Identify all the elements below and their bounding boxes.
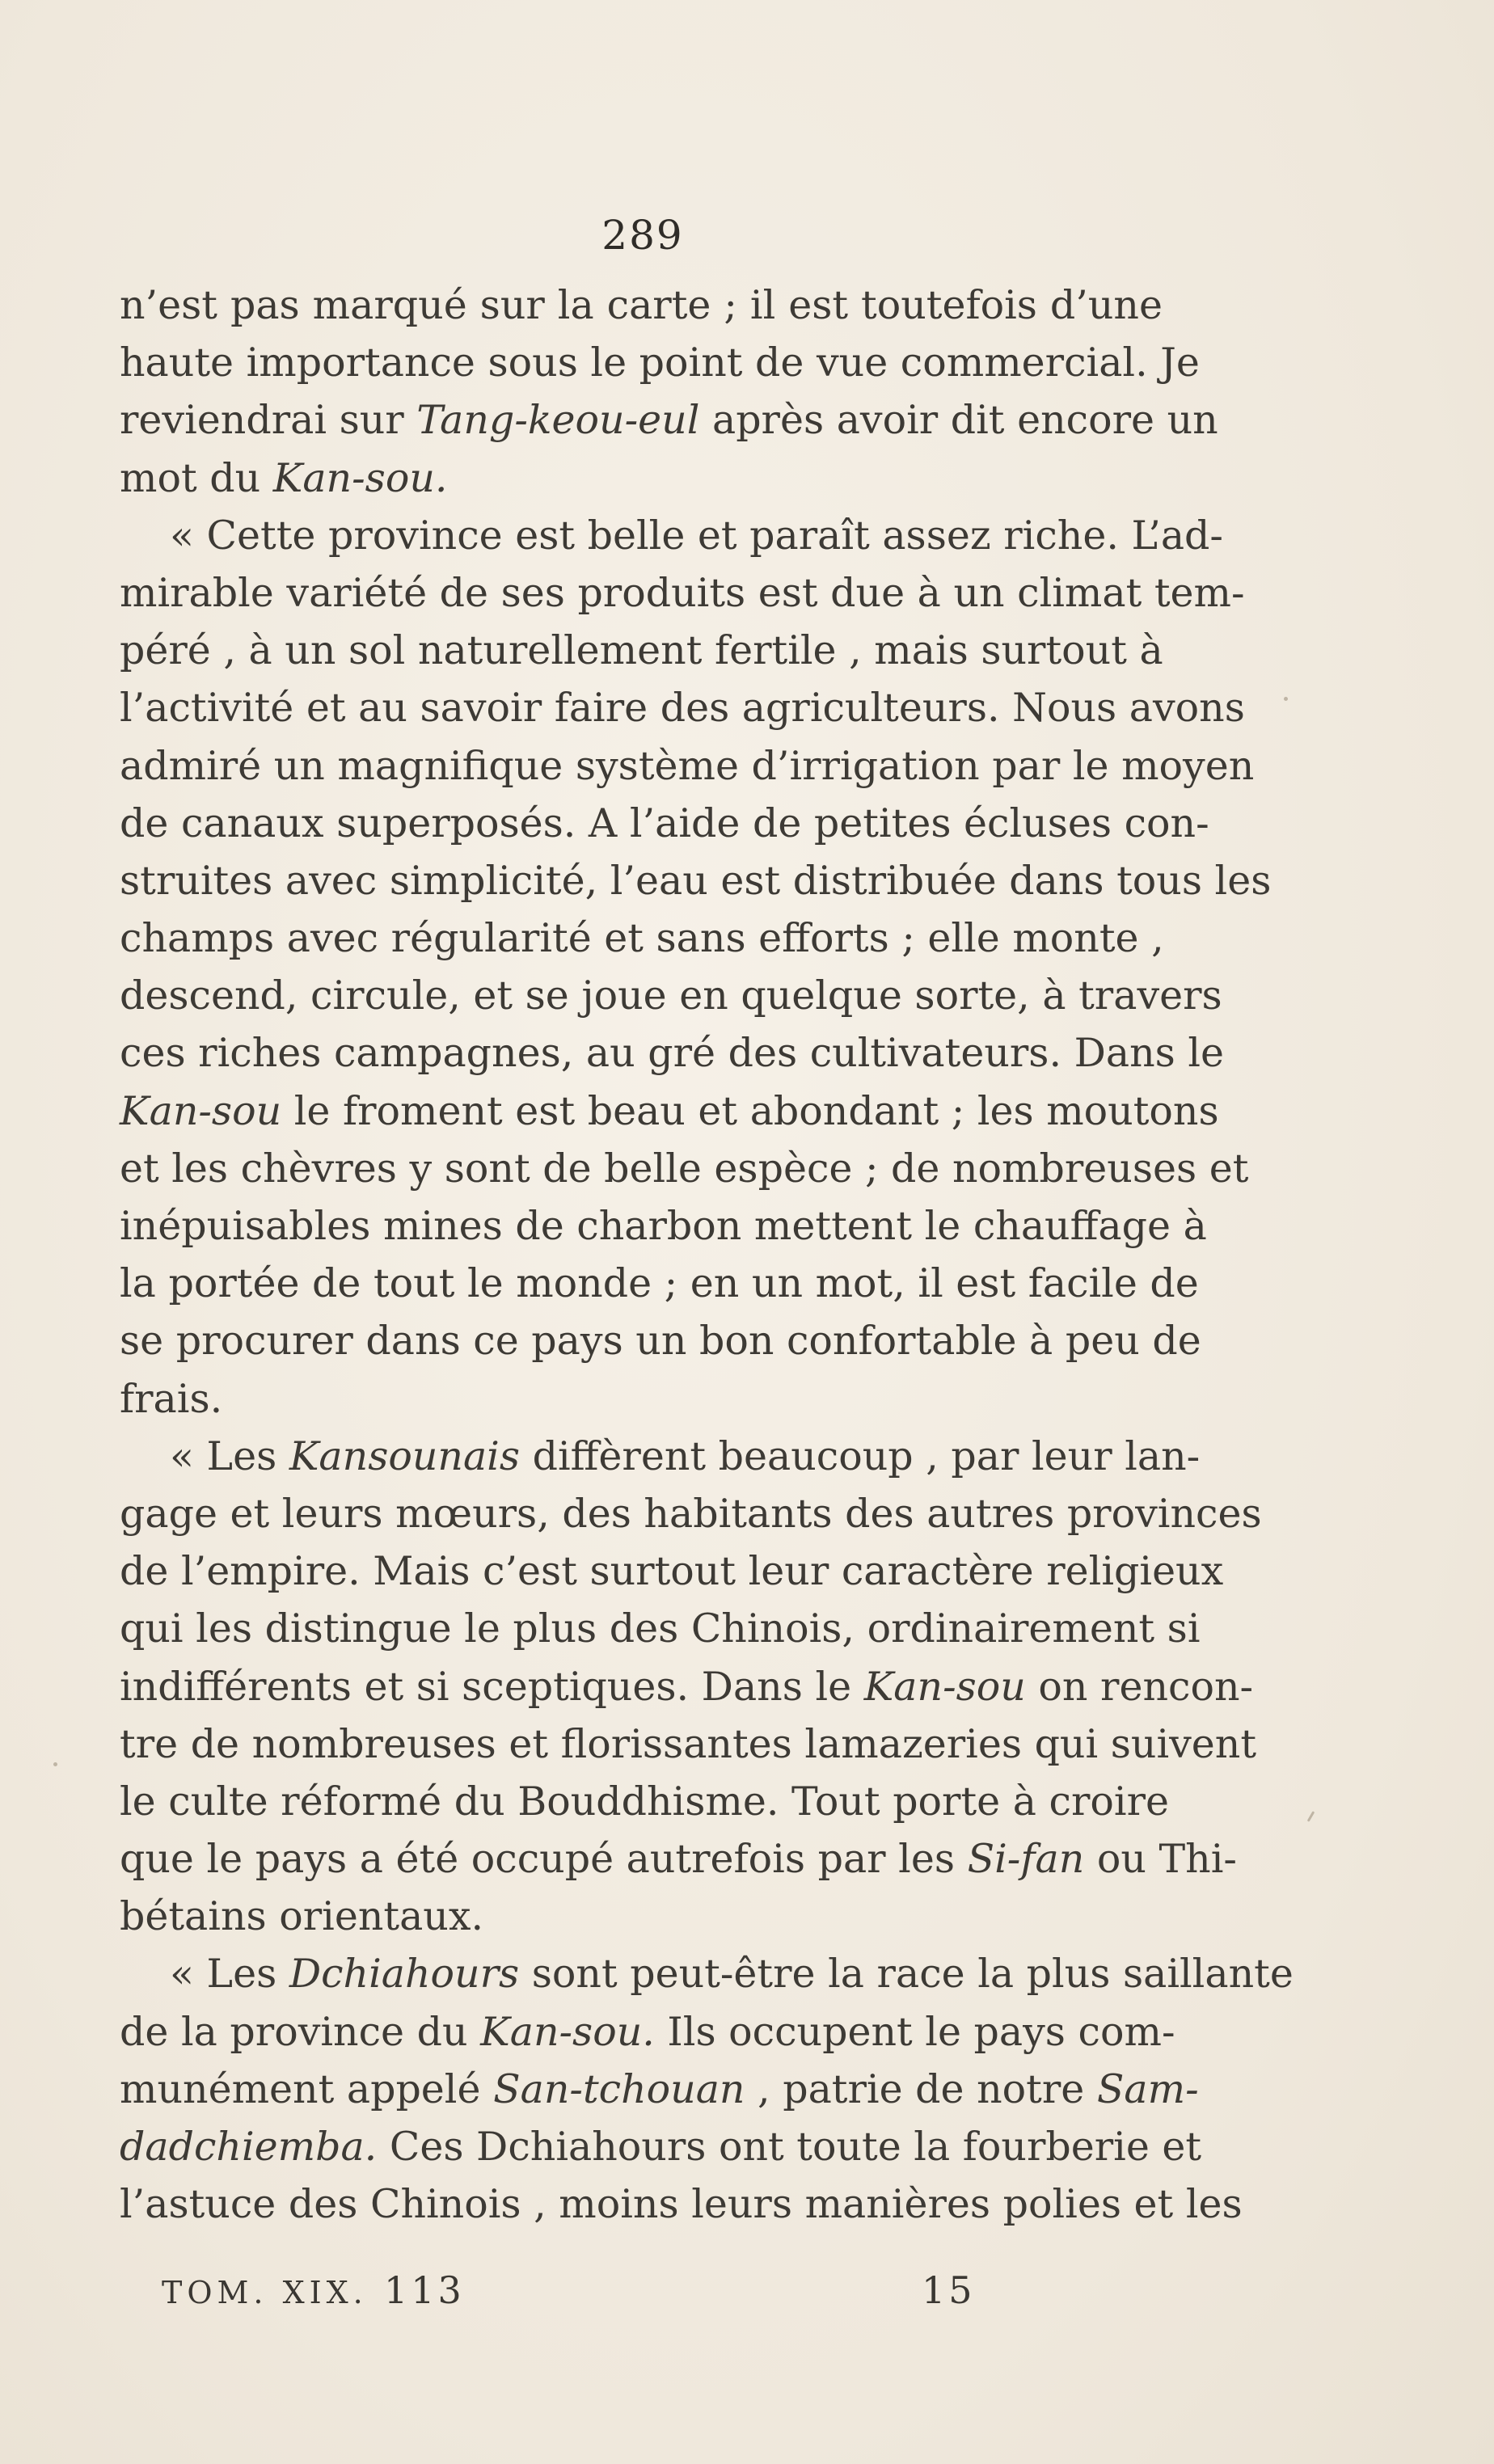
page-footer: [162, 2268, 1051, 2317]
text-line: [120, 449, 1163, 507]
text-line: [120, 1024, 1225, 1082]
text-line: [120, 276, 1163, 334]
text-line: [120, 2061, 1199, 2118]
text-line: [120, 2003, 1175, 2061]
text-run: reviendrai sur: [120, 397, 417, 444]
text-run: sont peut-être la race la plus saillante: [519, 1951, 1294, 1998]
italic-term: Dchiahours: [289, 1951, 520, 1998]
text-run: descend, circule, et se joue en quelque sorte, à travers: [120, 973, 1222, 1019]
text-run: tre de nombreuses et florissantes lamazeries qui suivent: [120, 1720, 1257, 1767]
text-run: inépuisables mines de charbon mettent le chauffage à: [120, 1203, 1207, 1249]
text-run: on rencon-: [1025, 1663, 1254, 1710]
text-run: haute importance sous le point de vue commercial. Je: [120, 340, 1200, 386]
text-line: [120, 1773, 1169, 1830]
paper-speck: [1284, 697, 1288, 701]
text-line: [120, 1945, 1294, 2002]
text-run: , patrie de notre: [745, 2065, 1097, 2112]
text-run: le froment est beau et abondant ; les moutons: [281, 1087, 1219, 1134]
text-run: admiré un magnifique système d’irrigation par le moyen: [120, 742, 1255, 789]
text-line: [120, 1082, 1219, 1140]
text-run: Ils occupent le pays com-: [654, 2008, 1175, 2055]
text-run: après avoir dit encore un: [699, 397, 1218, 444]
footer-number: 113: [384, 2268, 465, 2312]
footer-signature: TOM. XIX.: [162, 2275, 368, 2310]
text-run: l’astuce des Chinois , moins leurs manières polies et les: [120, 2181, 1243, 2228]
text-line: [120, 622, 1163, 679]
italic-term: Sam-: [1096, 2065, 1199, 2112]
text-run: n’est pas marqué sur la carte ; il est toutefois d’une: [120, 282, 1163, 328]
italic-term: Kan-sou.: [272, 454, 448, 501]
paper-speck: [1307, 1811, 1315, 1822]
text-run: mot du: [120, 454, 273, 501]
text-run: struites avec simplicité, l’eau est distribuée dans tous les: [120, 857, 1272, 904]
text-line: [120, 334, 1200, 391]
italic-term: Kan-sou.: [480, 2008, 655, 2055]
text-line: [120, 1140, 1249, 1197]
text-line: [120, 967, 1222, 1024]
text-run: champs avec régularité et sans efforts ; elle monte ,: [120, 915, 1164, 962]
text-line: [120, 1658, 1254, 1715]
text-run: le culte réformé du Bouddhisme. Tout porte à croire: [120, 1778, 1169, 1825]
text-run: gage et leurs mœurs, des habitants des autres provinces: [120, 1490, 1262, 1537]
page-number: 289: [601, 212, 684, 259]
text-run: et les chèvres y sont de belle espèce ; de nombreuses et: [120, 1145, 1249, 1192]
text-line: [120, 2175, 1243, 2233]
text-line: [120, 1888, 1163, 1945]
text-run: « Les: [170, 1432, 289, 1479]
text-run: « Les: [170, 1951, 289, 1998]
text-line: [120, 507, 1223, 564]
italic-term: Kansounais: [289, 1432, 520, 1479]
text-line: [120, 1542, 1224, 1600]
text-line: [120, 1197, 1207, 1255]
text-run: de l’empire. Mais c’est surtout leur caractère religieux: [120, 1548, 1224, 1595]
text-run: ou Thi-: [1084, 1836, 1237, 1883]
text-run: mirable variété de ses produits est due à un climat tem-: [120, 569, 1245, 616]
text-run: Ces Dchiahours ont toute la fourberie et: [377, 2124, 1202, 2170]
text-line: [120, 391, 1218, 449]
text-line: [120, 852, 1272, 909]
text-run: frais.: [120, 1375, 223, 1422]
text-run: « Cette province est belle et paraît assez riche. L’ad-: [170, 512, 1223, 559]
text-line: [120, 909, 1163, 967]
paper-speck: [53, 1762, 57, 1766]
text-run: l’activité et au savoir faire des agriculteurs. Nous avons: [120, 685, 1245, 732]
text-run: munément appelé: [120, 2065, 494, 2112]
italic-term: Kan-sou: [863, 1663, 1026, 1710]
text-run: que le pays a été occupé autrefois par les: [120, 1836, 968, 1883]
text-line: [120, 1255, 1199, 1312]
text-line: [120, 1312, 1201, 1369]
italic-term: Tang-keou-eul: [416, 397, 700, 444]
text-run: de canaux superposés. A l’aide de petites écluses con-: [120, 800, 1209, 846]
italic-term: Kan-sou: [120, 1087, 282, 1134]
body-text: [120, 276, 1294, 2233]
text-run: de la province du: [120, 2008, 481, 2055]
italic-term: Si-fan: [967, 1836, 1085, 1883]
footer-sheet-number: 15: [922, 2268, 976, 2312]
text-line: [120, 1830, 1237, 1888]
text-line: [120, 737, 1255, 795]
text-run: ces riches campagnes, au gré des cultivateurs. Dans le: [120, 1030, 1225, 1077]
text-run: bétains orientaux.: [120, 1893, 484, 1940]
text-run: la portée de tout le monde ; en un mot, il est facile de: [120, 1260, 1199, 1307]
text-line: [120, 679, 1245, 736]
text-line: [120, 795, 1209, 852]
text-line: [120, 1715, 1257, 1773]
italic-term: dadchiemba.: [120, 2124, 378, 2170]
italic-term: San-tchouan: [493, 2065, 745, 2112]
text-run: se procurer dans ce pays un bon confortable à peu de: [120, 1318, 1201, 1365]
text-run: indifférents et si sceptiques. Dans le: [120, 1663, 864, 1710]
text-run: péré , à un sol naturellement fertile , mais surtout à: [120, 627, 1163, 674]
text-run: diffèrent beaucoup , par leur lan-: [520, 1432, 1201, 1479]
text-line: [120, 1485, 1262, 1542]
text-run: qui les distingue le plus des Chinois, ordinairement si: [120, 1605, 1201, 1652]
text-line: [120, 1600, 1201, 1657]
text-line: [120, 1370, 1163, 1428]
text-line: [120, 564, 1245, 622]
text-line: [120, 2118, 1202, 2175]
text-line: [120, 1428, 1201, 1485]
